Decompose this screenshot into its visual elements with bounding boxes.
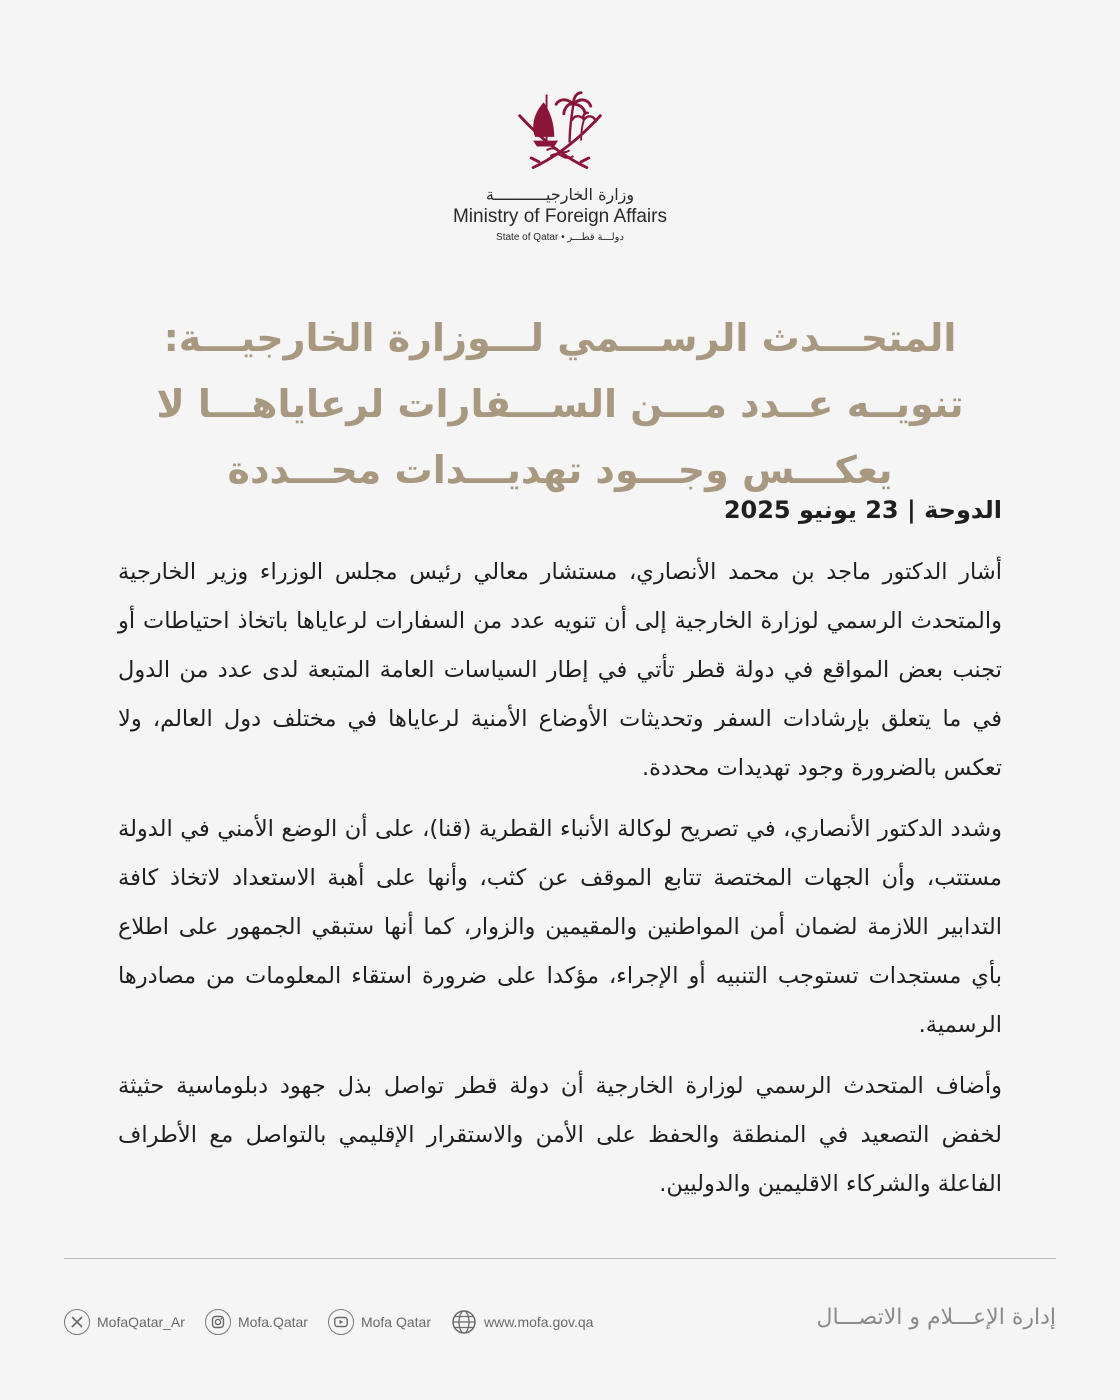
- social-link-x[interactable]: [64, 1309, 185, 1335]
- social-links: [64, 1309, 613, 1335]
- social-label: www.mofa.gov.qa: [484, 1314, 594, 1330]
- website-link[interactable]: [451, 1309, 593, 1335]
- social-link-youtube[interactable]: [328, 1309, 431, 1335]
- social-label: Mofa Qatar: [360, 1314, 431, 1330]
- body-paragraph-2: وشدد الدكتور الأنصاري، في تصريح لوكالة الأنباء القطرية (قنا)، على أن الوضع الأمني في الدولة مستتب، وأن الجهات المختصة تتابع الموقف عن كثب، وأنها على أهبة الاستعداد لاتخاذ كافة التدابير اللازمة لضمان أمن المواطنين والمقيمين والزوار، كما أنها ستبقي الجمهور على اطلاع بأي مستجدات تستوجب التنبيه أو الإجراء، مؤكدا على ضرورة استقاء المعلومات من مصادرها الرسمية.: [118, 816, 1002, 1038]
- body-paragraph-3: وأضاف المتحدث الرسمي لوزارة الخارجية أن دولة قطر تواصل بذل جهود دبلوماسية حثيثة لخفض التصعيد في المنطقة والحفظ على الأمن والاستقرار الإقليمي بالتواصل مع الأطراف الفاعلة والشركاء الاقليمين والدوليين.: [118, 1073, 1002, 1197]
- instagram-icon: [205, 1309, 231, 1335]
- youtube-icon: [328, 1309, 354, 1335]
- state-of-qatar-label: State of Qatar • دولـــة قطـــر: [496, 232, 624, 243]
- department-name: إدارة الإعـــلام و الاتصـــال: [816, 1305, 1056, 1330]
- ministry-header: [0, 85, 1120, 243]
- social-label: MofaQatar_Ar: [97, 1314, 185, 1330]
- footer-divider: [64, 1258, 1056, 1259]
- press-release-headline: المتحـــدث الرســـمي لـــوزارة الخارجيـــة: تنويــه عــدد مـــن الســـفارات لرعاياهـــا لا يعكـــس وجـــود تهديـــدات محـــددة: [156, 316, 964, 492]
- x-icon: [64, 1309, 90, 1335]
- social-link-instagram[interactable]: [205, 1309, 308, 1335]
- social-label: Mofa.Qatar: [237, 1314, 308, 1330]
- globe-icon: [451, 1309, 477, 1335]
- ministry-name-english: Ministry of Foreign Affairs: [452, 206, 667, 227]
- ministry-name-arabic: وزارة الخارجيـــــــــــة: [485, 185, 635, 204]
- press-release-body: [118, 548, 1002, 1221]
- footer: [64, 1303, 1056, 1343]
- qatar-emblem-icon: [512, 85, 608, 181]
- body-paragraph-1: أشار الدكتور ماجد بن محمد الأنصاري، مستشار معالي رئيس مجلس الوزراء وزير الخارجية والمتحدث الرسمي لوزارة الخارجية إلى أن تنويه عدد من السفارات لرعاياها باتخاذ احتياطات أو تجنب بعض المواقع في دولة قطر تأتي في إطار السياسات العامة المتبعة لدى عدد من الدول في ما يتعلق بإرشادات السفر وتحديثات الأوضاع الأمنية لرعاياها في مختلف دول العالم، ولا تعكس بالضرورة وجود تهديدات محددة.: [118, 559, 1002, 781]
- dateline: الدوحة | 23 يونيو 2025: [723, 496, 1002, 524]
